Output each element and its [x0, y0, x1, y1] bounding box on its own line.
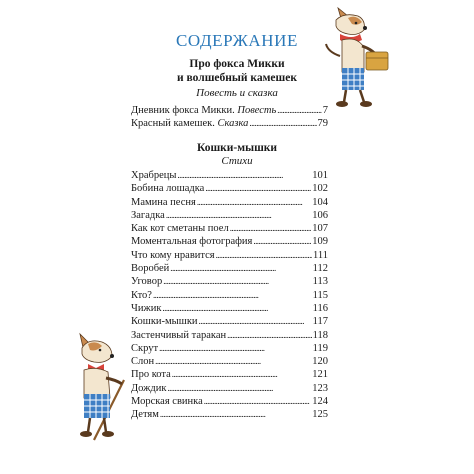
toc-entry[interactable] [131, 289, 328, 302]
toc-leader-dots [230, 222, 312, 235]
toc-entry-title: Моментальная фотография [131, 236, 253, 248]
toc-entry[interactable] [131, 104, 328, 117]
toc-entry-page: 117 [312, 316, 328, 328]
toc-entry-title: Детям [131, 409, 159, 421]
toc-entry-page: 107 [312, 223, 328, 235]
toc-leader-dots [159, 342, 312, 355]
toc-entry[interactable] [131, 196, 328, 209]
toc-leader-dots [177, 169, 311, 182]
toc-leader-dots [227, 329, 312, 342]
toc-entry-page: 106 [312, 209, 328, 221]
toc-leader-dots [170, 262, 311, 275]
toc-entry[interactable] [131, 117, 328, 130]
toc-entry-page: 125 [312, 409, 328, 421]
page-title: СОДЕРЖАНИЕ [175, 31, 299, 50]
section1-heading-line1: Про фокса Микки [189, 58, 285, 70]
toc-entry-page: 111 [313, 249, 328, 261]
toc-entry-title: Бобина лошадка [131, 183, 205, 195]
toc-leader-dots [277, 104, 321, 117]
toc-entry[interactable] [131, 382, 328, 395]
toc-leader-dots [160, 408, 311, 421]
toc-entry[interactable] [131, 342, 328, 355]
toc-entry-page: 115 [312, 289, 328, 301]
toc-entry-title: Скрут [131, 342, 159, 354]
toc-entry[interactable] [131, 355, 328, 368]
toc-entry-title: Слон [131, 356, 155, 368]
toc-entry-title: Что кому нравится [131, 249, 215, 261]
toc-entry-page: 121 [312, 369, 328, 381]
toc-entry[interactable] [131, 275, 328, 288]
toc-entry-title: Уговор [131, 276, 163, 288]
section1-subtitle: Повесть и сказка [196, 87, 278, 99]
toc-entry-title: Кто? [131, 289, 152, 301]
toc-entry-page: 112 [312, 263, 328, 275]
toc-leader-dots [205, 182, 311, 195]
toc-entry[interactable] [131, 329, 328, 342]
toc-entry-page: 118 [312, 329, 328, 341]
toc-entry-title: Чижик [131, 302, 162, 314]
toc-leader-dots [155, 355, 311, 368]
toc-leader-dots [249, 117, 316, 130]
toc-entry-title: Морская свинка [131, 396, 203, 408]
toc-leader-dots [166, 209, 311, 222]
toc-entry-page: 123 [312, 382, 328, 394]
toc-entry-title: Дождик [131, 382, 167, 394]
toc-entry-page: 124 [312, 396, 328, 408]
toc-entry[interactable] [131, 395, 328, 408]
toc-entry[interactable] [131, 302, 328, 315]
toc-entry[interactable] [131, 262, 328, 275]
section2-entries [131, 169, 328, 422]
toc-entry-title: Загадка [131, 209, 165, 221]
toc-leader-dots [216, 249, 312, 262]
toc-leader-dots [197, 196, 311, 209]
section1-entries [131, 104, 328, 131]
toc-leader-dots [162, 302, 311, 315]
toc-entry-title: Мамина песня [131, 196, 196, 208]
toc-entry-page: 102 [312, 183, 328, 195]
dog-with-stick-illustration [74, 332, 136, 444]
toc-entry-page: 120 [312, 356, 328, 368]
toc-entry-page: 116 [312, 302, 328, 314]
toc-entry[interactable] [131, 169, 328, 182]
toc-leader-dots [153, 289, 312, 302]
toc-entry-page: 79 [317, 118, 328, 130]
toc-entry-title: Застенчивый таракан [131, 329, 227, 341]
section2-subtitle: Стихи [221, 155, 253, 167]
toc-entry-title: Воробей [131, 263, 170, 275]
toc-entry[interactable] [131, 209, 328, 222]
toc-entry-title: Про кота [131, 369, 171, 381]
toc-entry[interactable] [131, 368, 328, 381]
toc-leader-dots [253, 235, 311, 248]
toc-entry-title: Кошки-мышки [131, 316, 198, 328]
toc-leader-dots [172, 368, 311, 381]
toc-entry-page: 119 [312, 342, 328, 354]
toc-entry[interactable] [131, 222, 328, 235]
toc-leader-dots [167, 382, 311, 395]
toc-entry[interactable] [131, 408, 328, 421]
section2-heading: Кошки-мышки [196, 142, 278, 154]
toc-entry-page: 7 [322, 105, 328, 116]
toc-entry[interactable] [131, 315, 328, 328]
toc-leader-dots [199, 315, 312, 328]
toc-entry[interactable] [131, 235, 328, 248]
toc-leader-dots [163, 275, 311, 288]
toc-entry-title: Дневник фокса Микки. Повесть [131, 105, 277, 116]
toc-entry-page: 101 [312, 170, 328, 181]
toc-entry-title: Храбрецы [131, 170, 177, 181]
toc-entry-title: Красный камешек. Сказка [131, 118, 249, 130]
toc-entry[interactable] [131, 182, 328, 195]
toc-entry[interactable] [131, 249, 328, 262]
section1-heading-line2: и волшебный камешек [177, 72, 297, 84]
toc-leader-dots [204, 395, 311, 408]
toc-entry-page: 104 [312, 196, 328, 208]
toc-entry-page: 109 [312, 236, 328, 248]
toc-entry-page: 113 [312, 276, 328, 288]
toc-entry-title: Как кот сметаны поел [131, 223, 229, 235]
